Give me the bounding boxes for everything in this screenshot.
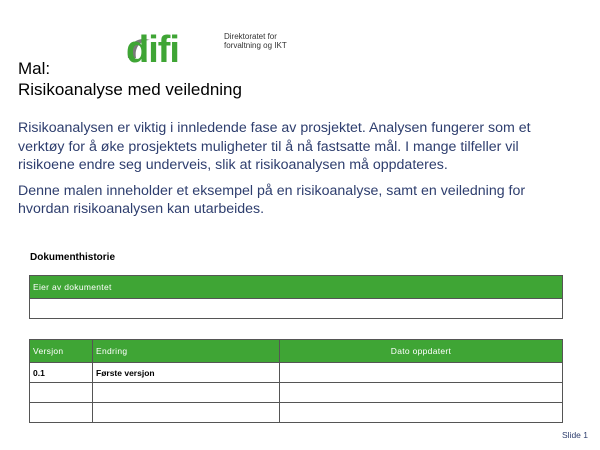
col-date: Dato oppdatert <box>280 340 563 363</box>
date-cell[interactable] <box>280 403 563 423</box>
owner-table <box>29 275 563 319</box>
intro-paragraph-2: Denne malen inneholder et eksempel på en risikoanalyse, samt en veiledning for hvordan risikoanalysen kan utarbeides. <box>18 182 526 217</box>
col-change: Endring <box>93 340 280 363</box>
intro-paragraph-1: Risikoanalysen er viktig i innledende fase av prosjektet. Analysen fungerer som et verktøy for å øke prosjektets muligheter til å nå fastsatte mål. I mange tilfeller vil risikoene endre seg underveis, slik at risikoanalysen må oppdateres. <box>18 120 531 173</box>
change-cell[interactable] <box>93 403 280 423</box>
version-table <box>29 339 563 423</box>
version-cell[interactable]: 0.1 <box>30 363 93 383</box>
change-cell[interactable]: Første versjon <box>93 363 280 383</box>
logo-caption-line2: forvaltning og IKT <box>224 41 287 50</box>
date-cell[interactable] <box>280 383 563 403</box>
doc-history-heading: Dokumenthistorie <box>30 252 116 263</box>
version-table-header <box>30 340 563 363</box>
difi-wordmark-text: difi <box>126 29 179 68</box>
owner-header: Eier av dokumentet <box>30 276 563 299</box>
intro-text <box>18 119 558 226</box>
title-line1: Mal: <box>18 59 51 78</box>
owner-value-cell[interactable] <box>30 299 563 319</box>
version-cell[interactable] <box>30 403 93 423</box>
table-row <box>30 363 563 383</box>
slide-number: Slide 1 <box>562 430 588 440</box>
version-cell[interactable] <box>30 383 93 403</box>
date-cell[interactable] <box>280 363 563 383</box>
logo-caption-line1: Direktoratet for <box>224 32 277 41</box>
logo-caption <box>224 32 287 50</box>
title-line2: Risikoanalyse med veiledning <box>18 80 242 99</box>
table-row <box>30 403 563 423</box>
col-version: Versjon <box>30 340 93 363</box>
page-title <box>18 58 242 100</box>
change-cell[interactable] <box>93 383 280 403</box>
table-row <box>30 383 563 403</box>
